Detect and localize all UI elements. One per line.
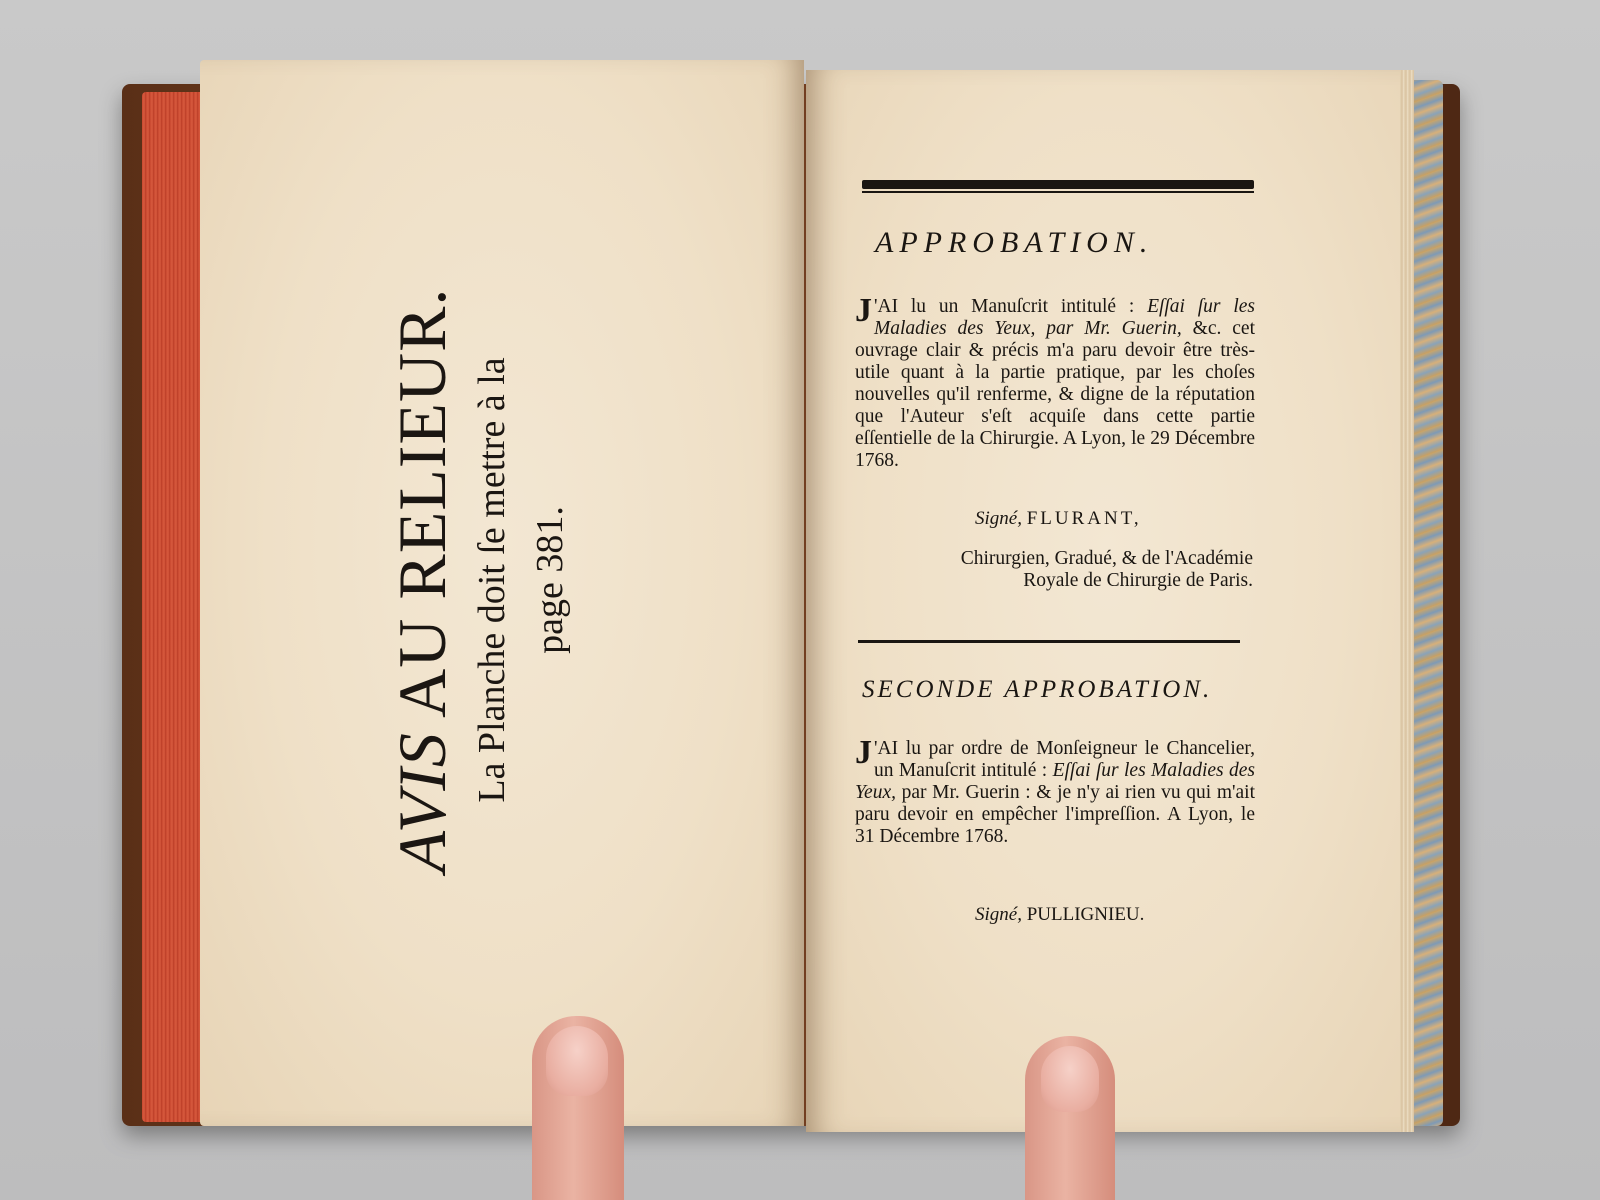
drop-cap: J — [855, 292, 872, 329]
seconde-signature — [975, 904, 1144, 926]
notice-line-2: page 381. — [529, 506, 571, 654]
notice-title — [384, 240, 460, 920]
notice-title-italic: AVIS — [384, 732, 460, 873]
binder-notice — [384, 240, 624, 920]
approbation-text — [855, 292, 1255, 472]
seconde-text — [855, 734, 1255, 848]
left-finger — [532, 1016, 624, 1200]
red-page-edge — [142, 92, 202, 1122]
section-divider — [858, 640, 1240, 643]
ornamental-rule — [862, 180, 1254, 189]
page-stack — [1400, 70, 1414, 1132]
seconde-work-title: Eſſai ſur les Maladies des Yeux, — [855, 760, 1255, 803]
notice-title-rest: AU RELIEUR. — [384, 287, 460, 718]
seconde-heading: SECONDE APPROBATION. — [862, 676, 1213, 703]
approbation-work-title: Eſſai ſur les Maladies des Yeux, par Mr. Guerin, — [874, 296, 1255, 339]
approbation-heading: APPROBATION. — [875, 226, 1154, 259]
signed-label-2: Signé, — [975, 904, 1022, 925]
seconde-text-rest: par Mr. Guerin : & je n'y ai rien vu qui m'ait paru devoir en empêcher l'impreſſion. A Lyon, le 31 Décembre 1768. — [855, 782, 1255, 847]
seconde-text-lead: 'AI lu par ordre de Monſeigneur le Chancelier, un Manuſcrit intitulé : — [874, 738, 1255, 781]
signed-name: FLURANT, — [1026, 508, 1142, 529]
approbation-text-lead: 'AI lu un Manuſcrit intitulé : — [874, 296, 1148, 317]
right-fingernail — [1041, 1046, 1099, 1112]
drop-cap-2: J — [855, 734, 872, 771]
right-finger — [1025, 1036, 1115, 1200]
signed-name-2: PULLIGNIEU. — [1026, 904, 1145, 925]
approbation-text-rest: &c. cet ouvrage clair & précis m'a paru devoir être très-utile quant à la partie pratique, par les choſes nouvelles qu'il renferme, & digne de la réputation que l'Auteur s'eſt acquiſe dans cette partie eſſentielle de la Chirurgie. A Lyon, le 29 Décembre 1768. — [855, 318, 1255, 471]
notice-line-1: La Planche doit ſe mettre à la — [471, 357, 513, 803]
ornamental-rule-under — [862, 191, 1254, 193]
signatory-credit: Chirurgien, Gradué, & de l'Académie Royale de Chirurgie de Paris. — [960, 548, 1253, 591]
left-fingernail — [546, 1026, 608, 1096]
approbation-signature — [975, 508, 1142, 530]
signed-label: Signé, — [975, 508, 1022, 529]
